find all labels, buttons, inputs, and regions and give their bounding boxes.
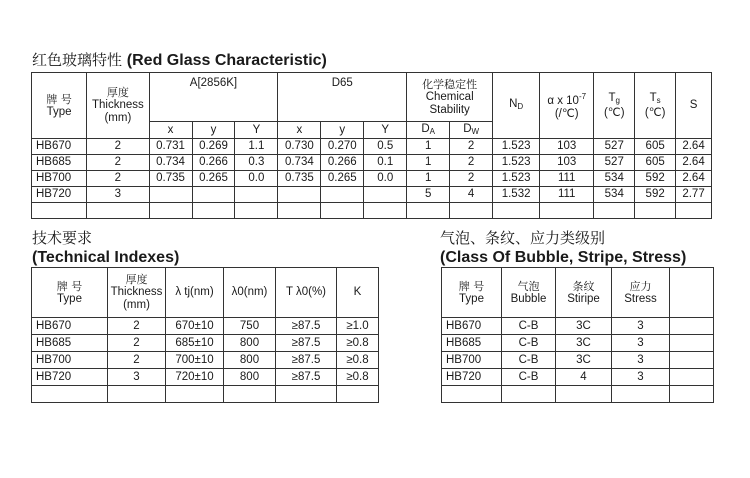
cell: ≥0.8 (337, 335, 379, 352)
cell: 2 (450, 171, 493, 187)
col-s-header: S (676, 73, 712, 139)
table-row (442, 318, 714, 335)
alpha-label: α x 10 (547, 95, 579, 107)
cell: 0.730 (278, 139, 321, 155)
cell: 0.0 (364, 171, 407, 187)
cell (670, 352, 714, 369)
cell: 2 (108, 352, 166, 369)
cell: 3 (87, 187, 149, 203)
col-tg-header (594, 73, 635, 139)
type-en-label: Type (57, 292, 82, 305)
col-type-header (32, 268, 108, 318)
cell: ≥0.8 (337, 352, 379, 369)
cell: 0.266 (321, 155, 364, 171)
cell: 0.735 (149, 171, 192, 187)
bubble-title (440, 229, 686, 267)
col-alpha-header (540, 73, 594, 139)
cell: HB720 (32, 187, 87, 203)
tg-label: T (608, 91, 616, 104)
red-glass-title-cn: 红色玻璃特性 (32, 51, 123, 69)
cell: 0.0 (235, 171, 278, 187)
type-en-label: Type (459, 292, 484, 305)
table-row (442, 335, 714, 352)
cell: HB700 (442, 352, 502, 369)
cell: 0.731 (149, 139, 192, 155)
cell: 103 (540, 155, 594, 171)
technical-title-cn: 技术要求 (32, 229, 93, 247)
cell: HB700 (32, 352, 108, 369)
da-header (407, 122, 450, 139)
da-label: D (421, 122, 430, 135)
da-sub-label: A (429, 126, 436, 136)
cell: 2 (87, 155, 149, 171)
col-lambda-tj-header: λ tj(nm) (166, 268, 224, 318)
table-row-empty (32, 386, 379, 403)
table-row (32, 155, 712, 171)
a-y-header: y (192, 122, 235, 139)
ts-label: T (649, 91, 657, 104)
cell: 1 (407, 155, 450, 171)
cell: HB685 (442, 335, 502, 352)
a-Y-header: Y (235, 122, 278, 139)
cell: 4 (450, 187, 493, 203)
cell: 1 (407, 139, 450, 155)
a-x-header: x (149, 122, 192, 139)
d65-x-header: x (278, 122, 321, 139)
col-ts-header (635, 73, 676, 139)
cell: 2 (108, 318, 166, 335)
cell: HB685 (32, 155, 87, 171)
chem-en1-label: Chemical (425, 90, 474, 103)
thickness-cn-label: 厚度 (125, 273, 148, 286)
red-glass-title (32, 51, 327, 70)
thickness-cn-label: 厚度 (106, 86, 129, 99)
col-d65-header: D65 (278, 73, 407, 122)
cell: 1.532 (493, 187, 540, 203)
cell: C-B (502, 369, 556, 386)
cell: 111 (540, 171, 594, 187)
cell: ≥87.5 (276, 352, 337, 369)
alpha-unit-label: (/℃) (554, 108, 579, 120)
cell: 0.265 (192, 171, 235, 187)
col-nd-header (493, 73, 540, 139)
table-row-empty (32, 203, 712, 219)
cell: 2 (108, 335, 166, 352)
nd-sub-label: D (517, 102, 524, 111)
dw-header (450, 122, 493, 139)
cell: 0.734 (149, 155, 192, 171)
d65-y-header: y (321, 122, 364, 139)
cell: 685±10 (166, 335, 224, 352)
cell: 103 (540, 139, 594, 155)
bubble-en-label: Bubble (510, 292, 547, 305)
cell: 534 (594, 171, 635, 187)
cell: C-B (502, 335, 556, 352)
cell (192, 187, 235, 203)
table-row (442, 352, 714, 369)
cell (235, 187, 278, 203)
table-row (32, 171, 712, 187)
table-row (32, 335, 379, 352)
cell: 720±10 (166, 369, 224, 386)
cell: HB685 (32, 335, 108, 352)
cell: 1.1 (235, 139, 278, 155)
cell (321, 187, 364, 203)
type-en-label: Type (46, 105, 72, 118)
col-chemical-stability-header (407, 73, 493, 122)
cell: HB670 (32, 318, 108, 335)
cell: 534 (594, 187, 635, 203)
cell (364, 187, 407, 203)
ts-unit-label: (℃) (644, 106, 666, 119)
cell: 1 (407, 171, 450, 187)
type-cn-label: 牌 号 (46, 92, 72, 106)
red-glass-table (31, 72, 712, 219)
cell: 0.734 (278, 155, 321, 171)
cell: HB720 (32, 369, 108, 386)
stress-cn-label: 应力 (629, 279, 652, 293)
cell: 3C (556, 352, 612, 369)
col-stripe-header (556, 268, 612, 318)
cell: 0.735 (278, 171, 321, 187)
cell: 1.523 (493, 139, 540, 155)
technical-title-en: (Technical Indexes) (32, 249, 180, 266)
cell: 5 (407, 187, 450, 203)
table-row (32, 369, 379, 386)
cell: ≥87.5 (276, 335, 337, 352)
cell: 2 (87, 171, 149, 187)
col-empty-header (670, 268, 714, 318)
cell: ≥87.5 (276, 369, 337, 386)
cell: 4 (556, 369, 612, 386)
chem-cn-label: 化学稳定性 (422, 77, 478, 91)
bubble-title-cn: 气泡、条纹、应力类级别 (440, 229, 606, 247)
cell: ≥87.5 (276, 318, 337, 335)
col-t-lambda0-header: T λ0(%) (276, 268, 337, 318)
cell: 0.265 (321, 171, 364, 187)
cell: 527 (594, 139, 635, 155)
cell: 3 (612, 369, 670, 386)
cell: 592 (635, 187, 676, 203)
col-bubble-header (502, 268, 556, 318)
col-k-header: K (337, 268, 379, 318)
cell: 800 (224, 352, 276, 369)
cell: HB670 (442, 318, 502, 335)
table-row (32, 352, 379, 369)
cell: 0.269 (192, 139, 235, 155)
technical-table (31, 267, 379, 403)
stress-en-label: Stress (624, 292, 657, 305)
cell: 3C (556, 318, 612, 335)
cell: 800 (224, 335, 276, 352)
type-cn-label: 牌 号 (458, 279, 485, 293)
cell: 2 (450, 139, 493, 155)
cell: 700±10 (166, 352, 224, 369)
alpha-sup-label: -7 (578, 92, 587, 101)
cell: 800 (224, 369, 276, 386)
table-row (32, 139, 712, 155)
cell (670, 335, 714, 352)
table-row (32, 187, 712, 203)
col-thickness-header (108, 268, 166, 318)
col-a2856k-header: A[2856K] (149, 73, 278, 122)
cell: 1.523 (493, 171, 540, 187)
ts-sub-label: s (656, 95, 661, 105)
col-type-header (32, 73, 87, 139)
cell: 0.266 (192, 155, 235, 171)
cell: 2.64 (676, 171, 712, 187)
thickness-en-label: Thickness (110, 286, 163, 298)
stripe-cn-label: 条纹 (572, 279, 595, 293)
dw-sub-label: W (471, 126, 480, 136)
col-type-header (442, 268, 502, 318)
cell: 527 (594, 155, 635, 171)
col-lambda0-header: λ0(nm) (224, 268, 276, 318)
red-glass-title-en: (Red Glass Characteristic) (126, 52, 327, 69)
cell (278, 187, 321, 203)
table-row (32, 318, 379, 335)
cell: 0.5 (364, 139, 407, 155)
nd-label: N (509, 98, 518, 110)
cell: C-B (502, 352, 556, 369)
chem-en2-label: Stability (429, 103, 470, 116)
cell: 592 (635, 171, 676, 187)
cell (149, 187, 192, 203)
cell: 2 (450, 155, 493, 171)
col-stress-header (612, 268, 670, 318)
cell: 3 (612, 318, 670, 335)
cell: HB700 (32, 171, 87, 187)
cell: ≥0.8 (337, 369, 379, 386)
thickness-unit-label: (mm) (104, 112, 132, 124)
cell: 2 (87, 139, 149, 155)
cell: 1.523 (493, 155, 540, 171)
bubble-table (441, 267, 714, 403)
table-row-empty (442, 386, 714, 403)
cell: 0.270 (321, 139, 364, 155)
cell: 605 (635, 139, 676, 155)
bubble-cn-label: 气泡 (517, 279, 540, 293)
cell: 111 (540, 187, 594, 203)
thickness-en-label: Thickness (91, 99, 144, 111)
cell: 2.77 (676, 187, 712, 203)
cell (670, 318, 714, 335)
cell: 3 (612, 352, 670, 369)
cell: HB720 (442, 369, 502, 386)
stripe-en-label: Stiripe (567, 292, 600, 305)
cell: 0.3 (235, 155, 278, 171)
col-thickness-header (87, 73, 149, 139)
tg-sub-label: g (615, 95, 620, 105)
cell (670, 369, 714, 386)
cell: 2.64 (676, 155, 712, 171)
d65-Y-header: Y (364, 122, 407, 139)
cell: 3 (612, 335, 670, 352)
cell: 0.1 (364, 155, 407, 171)
bubble-title-en: (Class Of Bubble, Stripe, Stress) (440, 249, 687, 266)
cell: HB670 (32, 139, 87, 155)
table-row (442, 369, 714, 386)
dw-label: D (463, 122, 472, 135)
tg-unit-label: (℃) (603, 106, 625, 119)
type-cn-label: 牌 号 (56, 279, 83, 293)
cell: 3C (556, 335, 612, 352)
cell: ≥1.0 (337, 318, 379, 335)
cell: 605 (635, 155, 676, 171)
cell: 750 (224, 318, 276, 335)
cell: 670±10 (166, 318, 224, 335)
cell: C-B (502, 318, 556, 335)
cell: 2.64 (676, 139, 712, 155)
technical-title (32, 229, 179, 267)
thickness-unit-label: (mm) (123, 299, 150, 311)
cell: 3 (108, 369, 166, 386)
